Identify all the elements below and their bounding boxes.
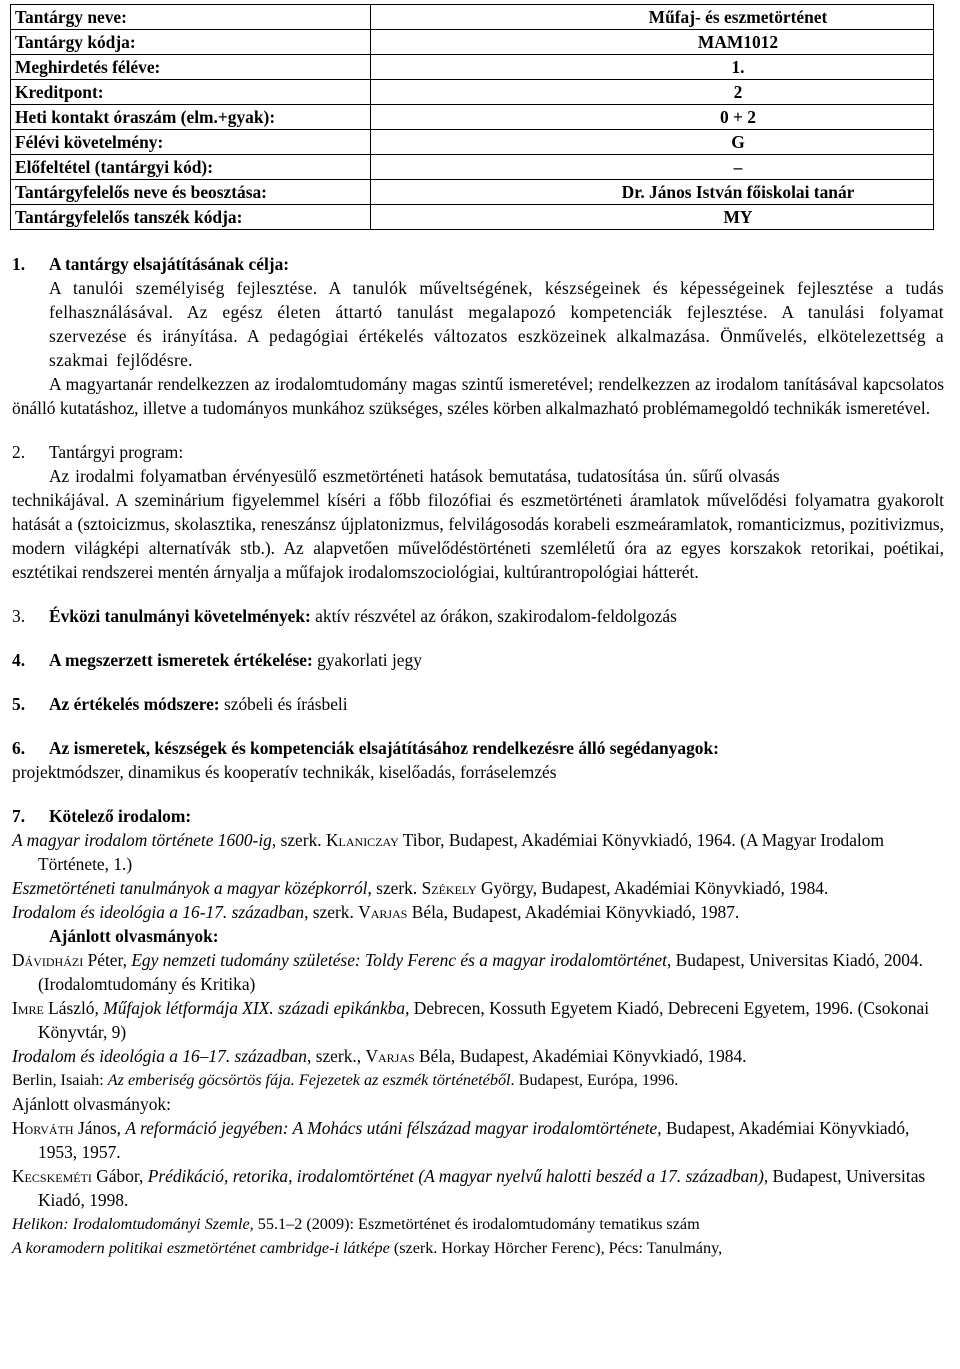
item-text: Berlin, Isaiah: (12, 1071, 108, 1089)
item-text: , Budapest, Universitas Kiadó, 2004. (Irodalomtudomány és Kritika) (38, 950, 923, 994)
literature-item (12, 1164, 944, 1212)
item-title: Eszmetörténeti tanulmányok a magyar középkorról (12, 878, 368, 898)
item-text: Béla, Budapest, Akadémiai Könyvkiadó, 1987. (407, 902, 740, 922)
section-title: A tantárgy elsajátításának célja: (49, 254, 290, 274)
literature-item (12, 1116, 944, 1164)
item-title: Műfajok létformája XIX. századi epikánkba (103, 998, 406, 1018)
item-title: Irodalom és ideológia a 16-17. században (12, 902, 305, 922)
item-text: . Budapest, Európa, 1996. (510, 1071, 679, 1089)
item-text: , Debrecen, Kossuth Egyetem Kiadó, Debreceni Egyetem, 1996. (Csokonai Könyvtár, 9) (38, 998, 930, 1042)
info-label: Tantárgyfelelős tanszék kódja: (11, 205, 371, 230)
item-title: Egy nemzeti tudomány születése: Toldy Ferenc és a magyar irodalomtörténet (131, 950, 667, 970)
info-row (11, 30, 934, 55)
literature-item (12, 1044, 944, 1068)
section-text: aktív részvétel az órákon, szakirodalom-feldolgozás (310, 606, 677, 626)
item-author: Székely (421, 878, 477, 898)
item-text: , Budapest, Akadémiai Könyvkiadó, 1953, 1957. (38, 1118, 910, 1162)
section-title: Évközi tanulmányi követelmények: (49, 606, 311, 626)
item-text: (szerk. Horkay Hörcher Ferenc), Pécs: Tanulmány, (389, 1239, 723, 1257)
recommended-literature-list (12, 948, 944, 1044)
required-literature-list (12, 828, 944, 924)
literature-item (12, 1236, 944, 1260)
item-text: , Budapest, Universitas Kiadó, 1998. (38, 1166, 926, 1210)
item-text: , szerk. (304, 902, 359, 922)
info-value: G (371, 130, 934, 155)
item-title: A reformáció jegyében: A Mohács utáni félszázad magyar irodalomtörténete (125, 1118, 658, 1138)
item-text: , szerk., (307, 1046, 366, 1066)
recommended-literature-list-2 (12, 1116, 944, 1212)
section-method (12, 692, 944, 716)
item-text: , szerk. (271, 830, 326, 850)
literature-item (12, 900, 944, 924)
info-label: Tantárgy neve: (11, 5, 371, 30)
literature-item (12, 1212, 944, 1236)
item-text: Gábor, (91, 1166, 148, 1186)
section-text: gyakorlati jegy (312, 650, 422, 670)
info-row (11, 180, 934, 205)
item-author: Varjas (358, 902, 408, 922)
item-text: Béla, Budapest, Akadémiai Könyvkiadó, 1984. (414, 1046, 747, 1066)
course-info-table (10, 4, 934, 230)
info-row (11, 5, 934, 30)
program-first-line: Az irodalmi folyamatban érvényesülő eszmetörténeti hatások bemutatása, tudatosítása ún. sűrű olvasás (49, 466, 780, 486)
item-text: Tibor, Budapest, Akadémiai Könyvkiadó, 1964. (A Magyar Irodalom Története, 1.) (38, 830, 884, 874)
info-row (11, 80, 934, 105)
section-goal (12, 252, 944, 420)
info-label: Kreditpont: (11, 80, 371, 105)
item-text: 55.1–2 (2009): Eszmetörténet és irodalomtudomány tematikus szám (253, 1215, 700, 1233)
info-value: MAM1012 (371, 30, 934, 55)
section-number: 1. (12, 254, 26, 274)
section-literature (12, 804, 944, 1260)
item-text: , szerk. (367, 878, 422, 898)
info-value: 1. (371, 55, 934, 80)
info-row (11, 105, 934, 130)
item-title: A magyar irodalom története 1600-ig (12, 830, 272, 850)
item-author: Varjas (365, 1046, 415, 1066)
section-heading (12, 440, 944, 464)
info-row (11, 205, 934, 230)
section-heading (12, 736, 944, 760)
info-value: Dr. János István főiskolai tanár (371, 180, 934, 205)
info-value: 2 (371, 80, 934, 105)
item-title: Helikon: Irodalomtudományi Szemle, (12, 1215, 254, 1233)
info-label: Heti kontakt óraszám (elm.+gyak): (11, 105, 371, 130)
goal-paragraph-2: A magyartanár rendelkezzen az irodalomtudomány magas szintű ismeretével; rendelkezzen az irodalom tanításával kapcsolatos önálló kutatáshoz, illetve a tudományos munkához szükséges, széles körben alkalmazható problémamegoldó technikák ismeretével. (12, 374, 944, 418)
item-author: Horváth (12, 1118, 74, 1138)
section-number: 3. (12, 606, 26, 626)
info-value: 0 + 2 (371, 105, 934, 130)
section-text: szóbeli és írásbeli (219, 694, 348, 714)
section-number: 4. (12, 650, 26, 670)
recommended-heading-2: Ajánlott olvasmányok: (12, 1094, 171, 1114)
info-row (11, 130, 934, 155)
item-title: A koramodern politikai eszmetörténet cambridge-i látképe (12, 1239, 390, 1257)
item-text: János, (73, 1118, 126, 1138)
info-label: Meghirdetés féléve: (11, 55, 371, 80)
item-text: Péter, (83, 950, 132, 970)
item-text: László, (43, 998, 104, 1018)
info-value: MY (371, 205, 934, 230)
section-number: 6. (12, 738, 26, 758)
item-title: Irodalom és ideológia a 16–17. században (12, 1046, 307, 1066)
materials-text: projektmódszer, dinamikus és kooperatív technikák, kiselőadás, forráselemzés (12, 762, 557, 782)
section-number: 5. (12, 694, 26, 714)
recommended-heading: Ajánlott olvasmányok: (49, 926, 219, 946)
section-heading (12, 252, 944, 276)
info-row (11, 155, 934, 180)
item-author: Dávidházi (12, 950, 84, 970)
info-value: – (371, 155, 934, 180)
literature-item (12, 876, 944, 900)
item-author: Imre (12, 998, 44, 1018)
section-title: A megszerzett ismeretek értékelése: (49, 650, 313, 670)
section-title: Az értékelés módszere: (49, 694, 220, 714)
section-heading (12, 804, 944, 828)
info-label: Félévi követelmény: (11, 130, 371, 155)
item-author: Klaniczay (325, 830, 399, 850)
section-program (12, 440, 944, 584)
info-row (11, 55, 934, 80)
section-title: Az ismeretek, készségek és kompetenciák elsajátításához rendelkezésre álló segédanyagok: (49, 738, 719, 758)
literature-item (12, 1068, 944, 1092)
info-value: Műfaj- és eszmetörténet (371, 5, 934, 30)
section-number: 2. (12, 442, 26, 462)
info-label: Tantárgy kódja: (11, 30, 371, 55)
section-title: Tantárgyi program: (49, 442, 184, 462)
section-title: Kötelező irodalom: (49, 806, 192, 826)
program-paragraph: technikájával. A szeminárium figyelemmel kíséri a főbb filozófiai és eszmetörténeti áramlatok művelődési folyamatra gyakorolt hatását a (sztoicizmus, skolasztika, reneszánsz újplatonizmus, felvilágosodás korabeli eszmeáramlatok, romanticizmus, pozitivizmus, modern világképi alternatívák stb.). Az alapvetően művelődéstörténeti szemléletű óra az egyes korszakok retorikai, poétikai, esztétikai rendszerei mentén árnyalja a műfajok irodalomszociológiai, kultúrantropológiai hátterét. (12, 490, 944, 582)
info-label: Előfeltétel (tantárgyi kód): (11, 155, 371, 180)
item-title: Prédikáció, retorika, irodalomtörténet (A magyar nyelvű halotti beszéd a 17. században) (147, 1166, 764, 1186)
goal-paragraph: A tanulói személyiség fejlesztése. A tanulók műveltségének, készségeinek és képességeinek fejlesztése a tudás felhasználásával. Az egész életen áttartó tanulást megalapozó kompetenciák fejlesztése. A tanulási folyamat szervezése és irányítása. A pedagógiai értékelés változatos eszközeinek alkalmazása. Önművelés, elkötelezettség a szakmai fejlődésre. (49, 278, 944, 370)
item-text: György, Budapest, Akadémiai Könyvkiadó, 1984. (476, 878, 829, 898)
section-requirements (12, 604, 944, 628)
item-author: Kecskeméti (12, 1166, 92, 1186)
literature-item (12, 948, 944, 996)
section-materials (12, 736, 944, 784)
item-title: Az emberiség göcsörtös fája. Fejezetek az eszmék történetéből (107, 1071, 511, 1089)
info-label: Tantárgyfelelős neve és beosztása: (11, 180, 371, 205)
section-number: 7. (12, 806, 26, 826)
section-evaluation (12, 648, 944, 672)
literature-item (12, 828, 944, 876)
literature-item (12, 996, 944, 1044)
